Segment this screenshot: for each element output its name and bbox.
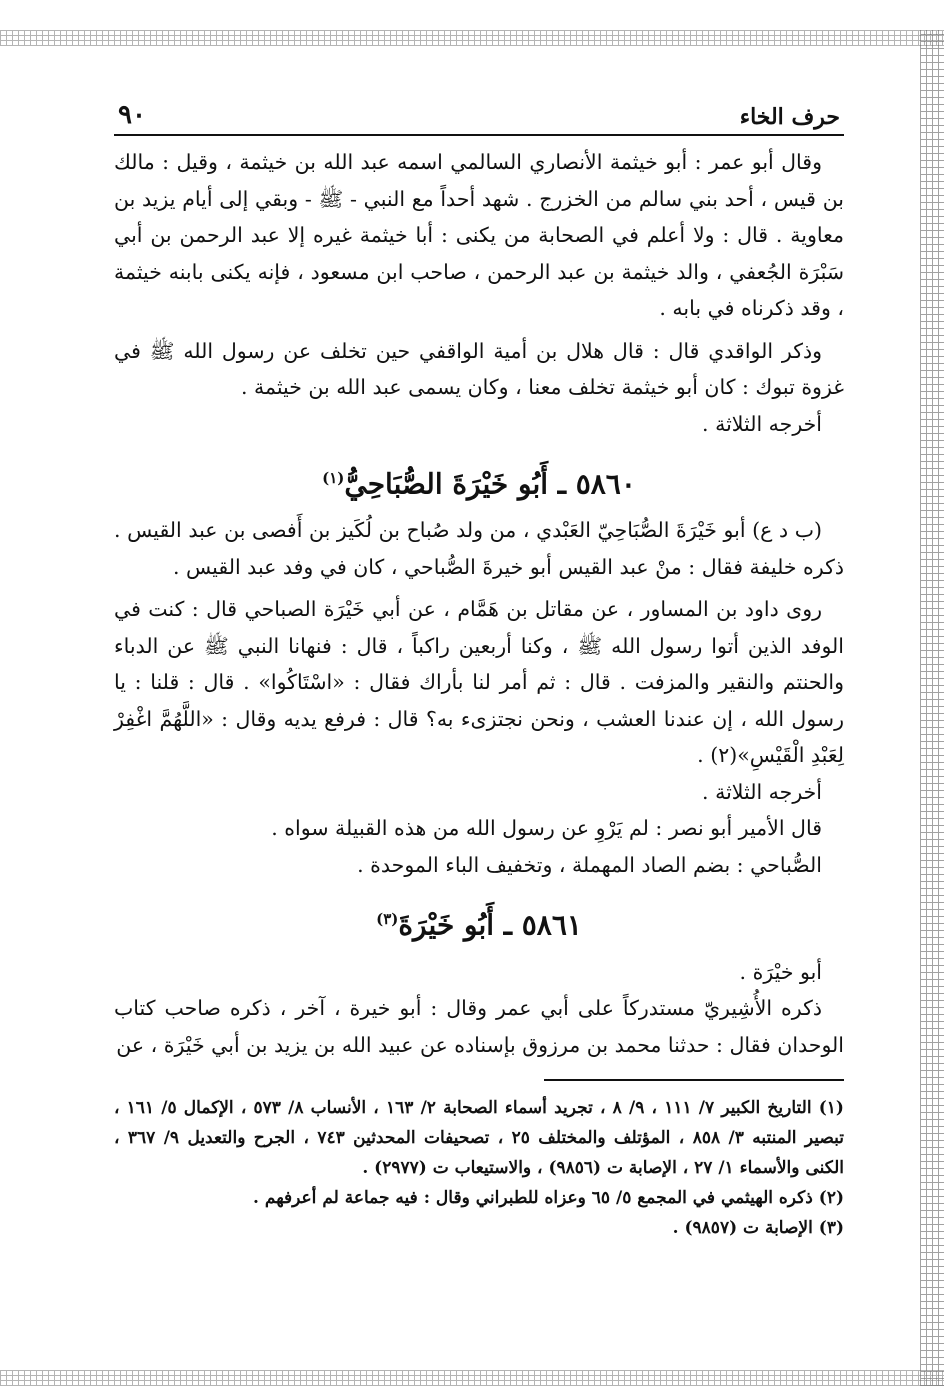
paragraph-amir-abu-nasr: قال الأمير أبو نصر : لم يَرْوِ عن رسول الله من هذه القبيلة سواه . <box>271 816 822 841</box>
paragraph-abu-khayra-name: أبو خيْرَة . <box>739 959 822 984</box>
footnotes <box>114 1093 844 1243</box>
paragraph-ushiri: ذكره الأُشِيريّ مستدركاً على أبي عمر وقال : أبو خيرة ، آخر ، ذكره صاحب كتاب الوحدان فقال : حدثنا محمد بن مرزوق بإسناده عن عبيد الله بن يزيد بن أبي خَيْرَة ، عن <box>114 996 844 1057</box>
paragraph-subahi-spelling: الصُّباحي : بضم الصاد المهملة ، وتخفيف الباء الموحدة . <box>357 852 822 877</box>
paragraph-hadith: روى داود بن المساور ، عن مقاتل بن هَمَّام ، عن أبي خَيْرَة الصباحي قال : كنت في الوفد الذين أتوا رسول الله ﷺ ، وكنا أربعين راكباً ، قال : فنهانا النبي ﷺ عن الدباء والحنتم والنقير والمزفت . قال : ثم أمر لنا بأراك فقال : «اسْتَاكُوا» . قال : قلنا : يا رسول الله ، إن عندنا العشب ، ونحن نجتزىء به؟ قال : فرفع يديه وقال : «اللَّهُمَّ اغْفِرْ لِعَبْدِ الْقَيْسِ»(٢) . <box>114 597 844 768</box>
entry-heading-5861 <box>114 897 844 947</box>
entry-title: ٥٨٦٠ ـ أَبُو خَيْرَةَ الصُّبَاحِيُّ <box>344 467 636 501</box>
paragraph-ukhrijahu-2: أخرجه الثلاثة . <box>702 779 822 804</box>
decorative-border-top <box>0 30 944 46</box>
page-header <box>114 92 844 136</box>
footnote-divider <box>544 1079 844 1081</box>
decorative-border-bottom <box>0 1370 944 1386</box>
page-number: ٩٠ <box>118 100 146 130</box>
book-page <box>114 92 844 1243</box>
footnote-marker: (١) <box>322 469 345 487</box>
page-body <box>114 144 844 1063</box>
running-title: حرف الخاء <box>739 104 840 130</box>
footnote-marker: (٣) <box>376 910 399 929</box>
footnote-1: (١) التاريخ الكبير ٧/ ١١١ ، ٩/ ٨ ، تجريد أسماء الصحابة ٢/ ١٦٣ ، الأنساب ٨/ ٥٧٣ ، الإكمال ٥/ ١٦١ ، تبصير المنتبه ٣/ ٨٥٨ ، المؤتلف والمختلف ٢٥ ، تصحيفات المحدثين ٧٤٣ ، الجرح والتعديل ٩/ ٣٦٧ ، الكنى والأسماء ١/ ٢٧ ، الإصابة ت (٩٨٥٦) ، والاستيعاب ت (٢٩٧٧) . <box>114 1098 844 1179</box>
footnote-3: (٣) الإصابة ت (٩٨٥٧) . <box>672 1218 844 1239</box>
paragraph-waqidi: وذكر الواقدي قال : قال هلال بن أمية الواقفي حين تخلف عن رسول الله ﷺ في غزوة تبوك : كان أبو خيثمة تخلف معنا ، وكان يسمى عبد الله بن خيثمة . <box>114 338 844 399</box>
entry-heading-5860 <box>114 456 844 506</box>
decorative-border-right <box>920 30 944 1386</box>
paragraph-abu-khayra-intro: (ب د ع) أبو خَيْرَةَ الصُّبَاحِيّ العَبْدي ، من ولد صُباح بن لُكَيز بن أَفصى بن عبد القيس . ذكره خليفة فقال : منْ عبد القيس أبو خيرةَ الصُّباحي ، كان في وفد عبد القيس . <box>114 518 844 579</box>
paragraph-abu-umar: وقال أبو عمر : أبو خيثمة الأنصاري السالمي اسمه عبد الله بن خيثمة ، وقيل : مالك بن قيس ، أحد بني سالم من الخزرج . شهد أحداً مع النبي - ﷺ - وبقي إلى أيام يزيد بن معاوية . قال : ولا أعلم في الصحابة من يكنى : أبا خيثمة غيره إلا عبد الرحمن بن أبي سَبْرَة الجُعفي ، والد خيثمة بن عبد الرحمن ، صاحب ابن مسعود ، فإنه يكنى بابنه خيثمة ، وقد ذكرناه في بابه . <box>114 150 844 320</box>
entry-title: ٥٨٦١ ـ أَبُو خَيْرَةَ <box>398 908 582 942</box>
paragraph-ukhrijahu-1: أخرجه الثلاثة . <box>702 411 822 436</box>
footnote-2: (٢) ذكره الهيثمي في المجمع ٥/ ٦٥ وعزاه للطبراني وقال : فيه جماعة لم أعرفهم . <box>253 1188 844 1209</box>
